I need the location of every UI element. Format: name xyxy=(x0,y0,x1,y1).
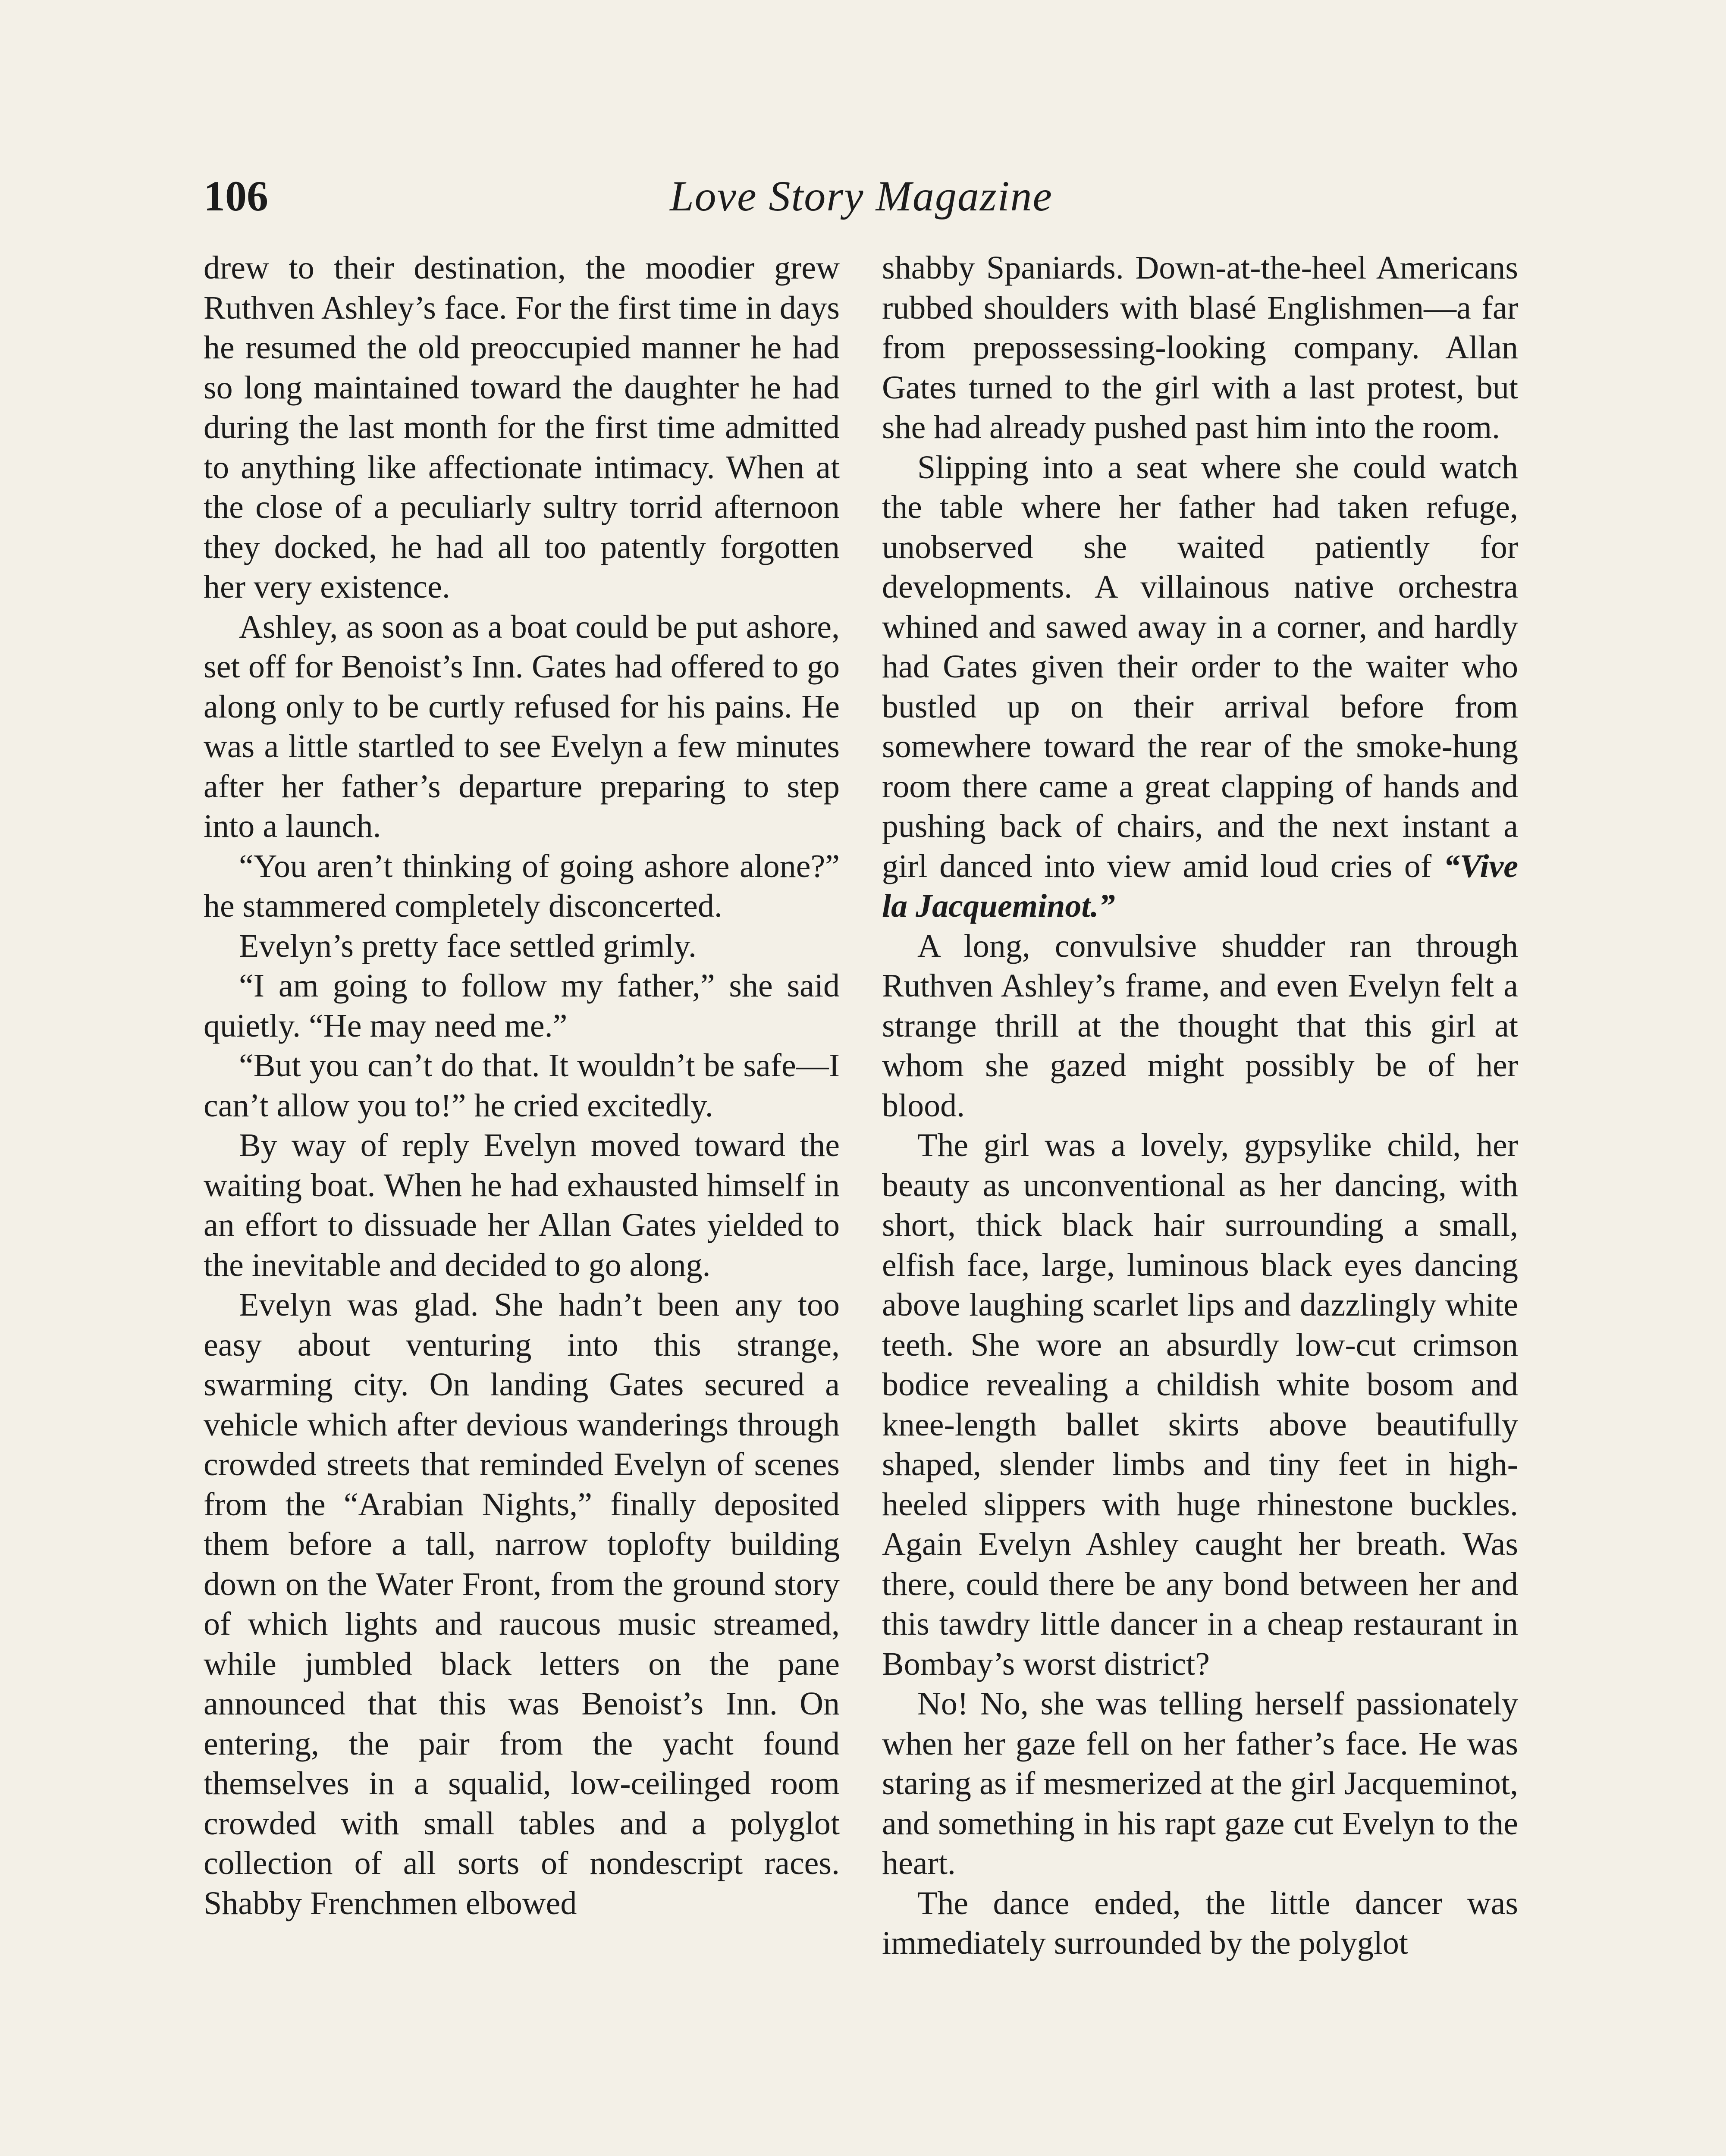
paragraph: Evelyn was glad. She hadn’t been any too easy about venturing into this strange, swarming city. On landing Gates secured a vehicle which after devious wanderings through crowded streets that reminded Evelyn of scenes from the “Arabian Nights,” finally deposited them before a tall, narrow toplofty building down on the Water Front, from the ground story of which lights and raucous music streamed, while jumbled black letters on the pane announced that this was Benoist’s Inn. On entering, the pair from the yacht found themselves in a squalid, low-ceilinged room crowded with small tables and a polyglot collection of all sorts of nondescript races. Shabby Frenchmen elbowed xyxy=(204,1287,840,1921)
left-column xyxy=(204,248,840,1923)
paragraph: “You aren’t thinking of going ashore alone?” he stammered completely disconcerted. xyxy=(204,848,840,924)
paragraph: “But you can’t do that. It wouldn’t be safe—I can’t allow you to!” he cried excitedly. xyxy=(204,1047,840,1124)
paragraph-text: Slipping into a seat where she could watch the table where her father had taken refuge, unobserved she waited patiently for developments. A villainous native orchestra whined and sawed away in a corner, and hardly had Gates given their order to the waiter who bustled up on their arrival before from somewhere toward the rear of the smoke-hung room there came a great clapping of hands and pushing back of chairs, and the next instant a girl danced into view amid loud cries of xyxy=(882,449,1518,884)
page-number: 106 xyxy=(204,172,268,220)
paragraph: The girl was a lovely, gypsylike child, her beauty as unconventional as her dancing, with short, thick black hair surrounding a small, elfish face, large, luminous black eyes dancing above laughing scarlet lips and dazzlingly white teeth. She wore an absurdly low-cut crimson bodice revealing a childish white bosom and knee-length ballet skirts above beautifully shaped, slender limbs and tiny feet in high-heeled slippers with huge rhinestone buckles. Again Evelyn Ashley caught her breath. Was there, could there be any bond between her and this tawdry little dancer in a cheap restaurant in Bombay’s worst district? xyxy=(882,1127,1518,1682)
paragraph: A long, convulsive shudder ran through Ruthven Ashley’s frame, and even Evelyn felt a strange thrill at the thought that this girl at whom she gazed might possibly be of her blood. xyxy=(882,928,1518,1124)
paragraph: No! No, she was telling herself passionately when her gaze fell on her father’s face. He was staring as if mesmerized at the girl Jacqueminot, and something in his rapt gaze cut Evelyn to the heart. xyxy=(882,1686,1518,1881)
paragraph: By way of reply Evelyn moved toward the waiting boat. When he had exhausted himself in an effort to dissuade her Allan Gates yielded to the inevitable and decided to go along. xyxy=(204,1127,840,1283)
italic-quote: “Vive la Jacqueminot.” xyxy=(882,848,1518,924)
right-column xyxy=(882,248,1518,1963)
paragraph: The dance ended, the little dancer was immediately surrounded by the polyglot xyxy=(882,1885,1518,1961)
magazine-title: Love Story Magazine xyxy=(670,172,1053,220)
paragraph: drew to their destination, the moodier grew Ruthven Ashley’s face. For the first time in days he resumed the old preoccupied manner he had so long maintained toward the daughter he had during the last month for the first time admitted to anything like affectionate intimacy. When at the close of a peculiarly sultry torrid afternoon they docked, he had all too patently forgotten her very existence. xyxy=(204,250,840,605)
paragraph: Ashley, as soon as a boat could be put ashore, set off for Benoist’s Inn. Gates had offered to go along only to be curtly refused for his pains. He was a little startled to see Evelyn a few minutes after her father’s departure preparing to step into a launch. xyxy=(204,608,840,844)
paragraph: Evelyn’s pretty face settled grimly. xyxy=(239,928,697,964)
paragraph: “I am going to follow my father,” she said quietly. “He may need me.” xyxy=(204,968,840,1044)
paragraph xyxy=(882,448,1518,926)
page-header xyxy=(204,166,1519,226)
paragraph: shabby Spaniards. Down-at-the-heel Americans rubbed shoulders with blasé Englishmen—a far from prepossessing-looking company. Allan Gates turned to the girl with a last protest, but she had already pushed past him into the room. xyxy=(882,250,1518,445)
